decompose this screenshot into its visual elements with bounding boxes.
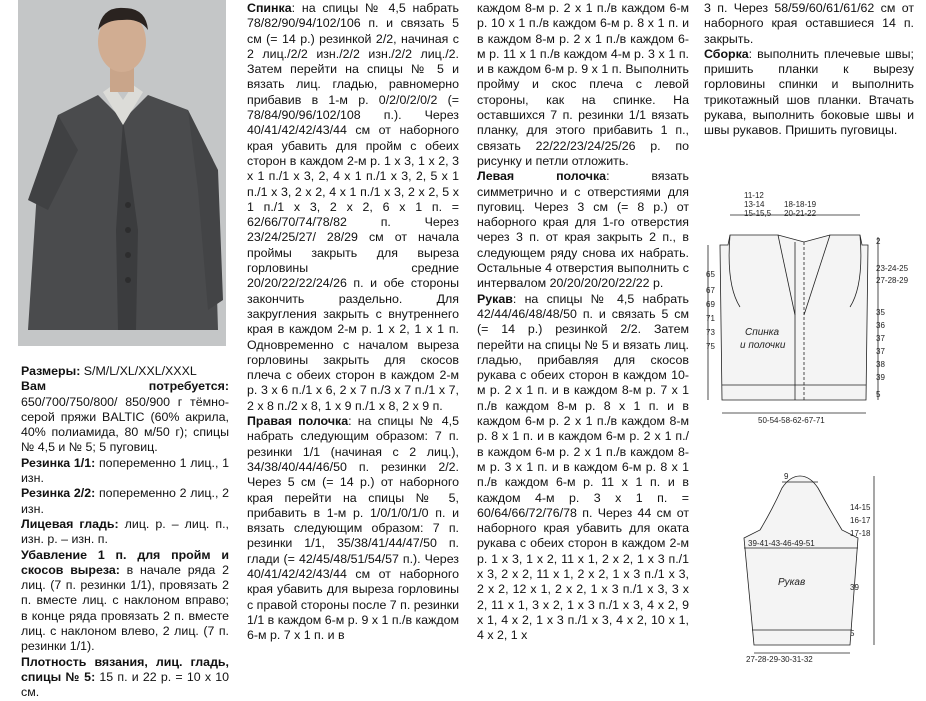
column-2	[247, 1, 459, 643]
column-1	[21, 364, 229, 701]
sleeve-label: Рукав	[477, 291, 513, 306]
rib22-paragraph	[21, 486, 229, 517]
model-photo	[18, 0, 226, 346]
sleeve-label: Рукав	[778, 577, 806, 588]
man-in-cardigan-illustration	[18, 0, 226, 346]
body-left-dim-4: 71	[706, 314, 715, 323]
left-front-paragraph	[477, 169, 689, 291]
body-bottom-dim: 50-54-58-62-67-71	[758, 416, 825, 425]
rib11-value: попеременно 1 лиц., 1 изн.	[21, 455, 229, 486]
body-left-dim-1: 65	[706, 270, 715, 279]
sleeve-text: : на спицы № 4,5 набрать 42/44/46/48/48/50 п. и связать 5 см (= 14 р.) резинкой 2/2. Затем перейти на спицы № 5 и вязать лиц. гладью, прибавляя для скосов рукава с обеих сторон в каждом 10-м р. 2 х 1 п. и в каждом 8-м р. 7 х 1 п./в каждом 8-м р. 8 х 1 п. и в каждом 6-м р. 2 х 1 п./в каждом 8-м р. 8 х 1 п. и в каждом 6-м р. 2 х 1 п./в каждом 6-м р. 2 х 1 п./в каждом 8-м р. 3 х 1 п. и в каждом 6-м р. 8 х 1 п./в каждом 6-м р. 11 х 1 п. и в каждом 4-м р. 3 х 1 п. = 60/64/66/72/76/78 п. Через 44 см от наборного края убавить для оката рукава с обеих сторон в каждом 2-м р. 1 х 3, 1 х 2, 11 х 1, 2 х 2, 1 х 3 п./1 х 3, 2 х 2, 11 х 1, 2 х 2, 1 х 3 п./1 х 3, 2 х 2, 12 х 1, 2 х 2, 1 х 3 п./1 х 3, 3 х 2, 11 х 1, 3 х 2, 1 х 3 п./1 х 3, 4 х 2, 9 х 1, 4 х 2, 1 х 3 п./1 х 3, 4 х 2, 10 х 1, 4 х 2, 1 х	[477, 291, 689, 643]
materials-value: 650/700/750/800/ 850/900 г тёмно-серой пряжи BALTIC (60% акрила, 40% полиамида, 80 м/50 г); спицы № 4,5 и № 5; 5 пуговиц.	[21, 394, 229, 455]
density-paragraph	[21, 655, 229, 701]
body-right-dim-1: 2	[876, 237, 881, 246]
assembly-label: Сборка	[704, 46, 749, 61]
sleeve-right-dim-5: 5	[850, 629, 855, 638]
left-front-text: : вязать симметрично и с отверстиями для пуговиц. Через 3 см (= 8 р.) от наборного края для 1-го отверстия через 3 п. от края закрыть 2 п., в следующем ряду снова их набрать. Остальные 4 отверстия выполнить с интервалом 20/20/20/20/22/22 р.	[477, 169, 689, 291]
decrease-label: Убавление 1 п. для пройм и скосов выреза:	[21, 547, 229, 577]
sleeve-right-dim-1: 14-15	[850, 503, 871, 512]
sizes-value: S/M/L/XL/XXL/XXXL	[80, 364, 197, 378]
body-right-dim-2: 23-24-25	[876, 264, 909, 273]
stockinette-value: лиц. р. – лиц. п., изн. р. – изн. п.	[21, 516, 229, 547]
back-paragraph	[247, 1, 459, 414]
right-front-continued: каждом 8-м р. 2 х 1 п./в каждом 6-м р. 10 х 1 п./в каждом 6-м р. 8 х 1 п. и в каждом 8-м р. 2 х 1 п./в каждом 6-м р. 11 х 1 п./в каждом 4-м р. 3 х 1 п. и в каждом 6-м р. 9 х 1 п. Выполнить пройму и скос плеча с левой стороны, как на спинке. На оставшихся 7 п. резинки 1/1 вязать планку, для этого прибавить 1 п., связать 22/22/23/24/25/26 р. по рисунку и петли отложить.	[477, 1, 689, 168]
body-right-dim-10: 5	[876, 390, 881, 399]
density-label: Плотность вязания, лиц. гладь, спицы № 5:	[21, 654, 229, 684]
body-top-dim-3: 15-15,5	[744, 209, 772, 218]
body-top-dim-2: 13-14	[744, 200, 765, 209]
body-left-dim-3: 69	[706, 300, 715, 309]
body-right-dim-3: 27-28-29	[876, 276, 909, 285]
assembly-paragraph	[704, 47, 914, 139]
sleeve-paragraph	[477, 292, 689, 644]
body-label-line-2: и полочки	[740, 340, 786, 351]
sleeve-right-dim-2: 16-17	[850, 516, 871, 525]
right-front-paragraph	[247, 414, 459, 643]
body-top-dim-5: 20-21-22	[784, 209, 817, 218]
materials-paragraph	[21, 379, 229, 455]
body-top-dim-4: 18-18-19	[784, 200, 817, 209]
right-front-label: Правая полочка	[247, 414, 349, 429]
back-label: Спинка	[247, 1, 292, 15]
sleeve-right-dim-3: 17-18	[850, 529, 871, 538]
assembly-text: : выполнить плечевые швы; пришить планки к вырезу горловины спинки и выполнить трикотажный шов планки. Втачать рукава, выполнить боковые швы и швы рукавов. Пришить пуговицы.	[704, 46, 914, 138]
sleeve-schematic	[730, 470, 922, 670]
body-top-dim-1: 11-12	[744, 191, 764, 200]
rib22-label: Резинка 2/2:	[21, 486, 96, 501]
rib11-label: Резинка 1/1:	[21, 455, 96, 470]
sleeve-bottom-dim: 27-28-29-30-31-32	[746, 655, 813, 664]
column-4	[704, 1, 914, 139]
right-front-text: : на спицы № 4,5 набрать следующим образом: 7 п. резинки 1/1 (начиная с 2 лиц.), 34/38/40/44/46/50 п. резинки 2/2. Через 5 см (= 14 р.) от наборного края перейти на спицы № 5, прибавить в 1-м р. 1/0/1/0/1/0 п. и вязать следующим образом: 7 п. резинки 1/1, 35/38/41/44/47/50 п. глади (= 42/45/48/51/54/57 п.). Через 40/41/42/42/43/44 см от наборного края убавить для выреза горловины с правой стороны после 7 п. резинки 1/1 в каждом 6-м р. 9 х 1 п./в каждом 6-м р. 7 х 1 п. и в	[247, 414, 460, 643]
sleeve-width-dim: 39-41-43-46-49-51	[748, 539, 815, 548]
body-left-dim-6: 75	[706, 342, 715, 351]
rib11-paragraph	[21, 456, 229, 487]
stockinette-label: Лицевая гладь:	[21, 516, 119, 531]
body-right-dim-9: 39	[876, 373, 885, 382]
body-right-dim-8: 38	[876, 360, 885, 369]
body-right-dim-5: 36	[876, 321, 885, 330]
left-front-label: Левая полочка	[477, 169, 607, 184]
sizes-label: Размеры:	[21, 364, 81, 378]
body-right-dim-6: 37	[876, 334, 885, 343]
sleeve-top-dim: 9	[784, 472, 789, 481]
body-schematic	[700, 185, 922, 430]
rib22-value: попеременно 2 лиц., 2 изн.	[21, 486, 229, 516]
body-right-dim-4: 35	[876, 308, 885, 317]
sizes-paragraph	[21, 364, 229, 379]
body-label-line-1: Спинка	[745, 327, 780, 338]
body-right-dim-7: 37	[876, 347, 885, 356]
sleeve-continued: 3 п. Через 58/59/60/61/61/62 см от наборного края оставшиеся 14 п. закрыть.	[704, 1, 914, 46]
sleeve-right-dim-4: 39	[850, 583, 859, 592]
density-value: 15 п. и 22 р. = 10 х 10 см.	[21, 669, 230, 700]
body-left-dim-2: 67	[706, 286, 715, 295]
materials-label: Вам потребуется:	[21, 379, 229, 394]
stockinette-paragraph	[21, 517, 229, 548]
column-3	[477, 1, 689, 643]
back-text: : на спицы № 4,5 набрать 78/82/90/94/102/106 п. и связать 5 см (= 14 р.) резинкой 2/2, начиная с 2 лиц./2/2 изн./2/2 изн./2/2 лиц./2. Затем перейти на спицы № 5 и вязать лиц. гладью, равномерно прибавив в 1-м р. 0/2/0/2/0/2 (= 78/84/90/96/102/108 п.). Через 40/41/42/42/43/44 см от наборного края убавить для пройм с обеих сторон в каждом 2-м р. 1 х 3, 1 х 2, 3 х 1 п./1 х 3, 2, 4 х 1 п./1 х 3, 2, 5 х 1 п./1 х 3, 2 х 2, 4 х 1 п./1 х 3, 2 х 2, 5 х 1 п./1 х 3, 2 х 2, 6 х 1 п. = 62/66/70/74/78/82 п. Через 23/24/25/27/ 28/29 см от начала проймы закрыть для выреза горловины средние 20/20/22/22/24/26 п. и обе стороны закончить раздельно. Для закругления закрыть с внутреннего края в каждом 2-м р. 1 х 2, 1 х 1 п. Одновременно с началом выреза горловины закрыть для скосов плеча с обеих сторон в каждом 2-м р. 3 х 6 п./1 х 6, 2 х 7 п./3 х 7 п./1 х 7, 2 х 8 п./2 х 8, 1 х 9 п./1 х 8, 2 х 9 п.	[247, 1, 459, 413]
decrease-paragraph	[21, 548, 229, 655]
body-left-dim-5: 73	[706, 328, 715, 337]
decrease-value: в начале ряда 2 лиц. (7 п. резинки 1/1), провязать 2 п. вместе лиц. с наклоном вправо; в конце ряда провязать 2 п. вместе лиц. с наклоном влево, 2 лиц. (7 п. резинки 1/1).	[21, 562, 229, 654]
